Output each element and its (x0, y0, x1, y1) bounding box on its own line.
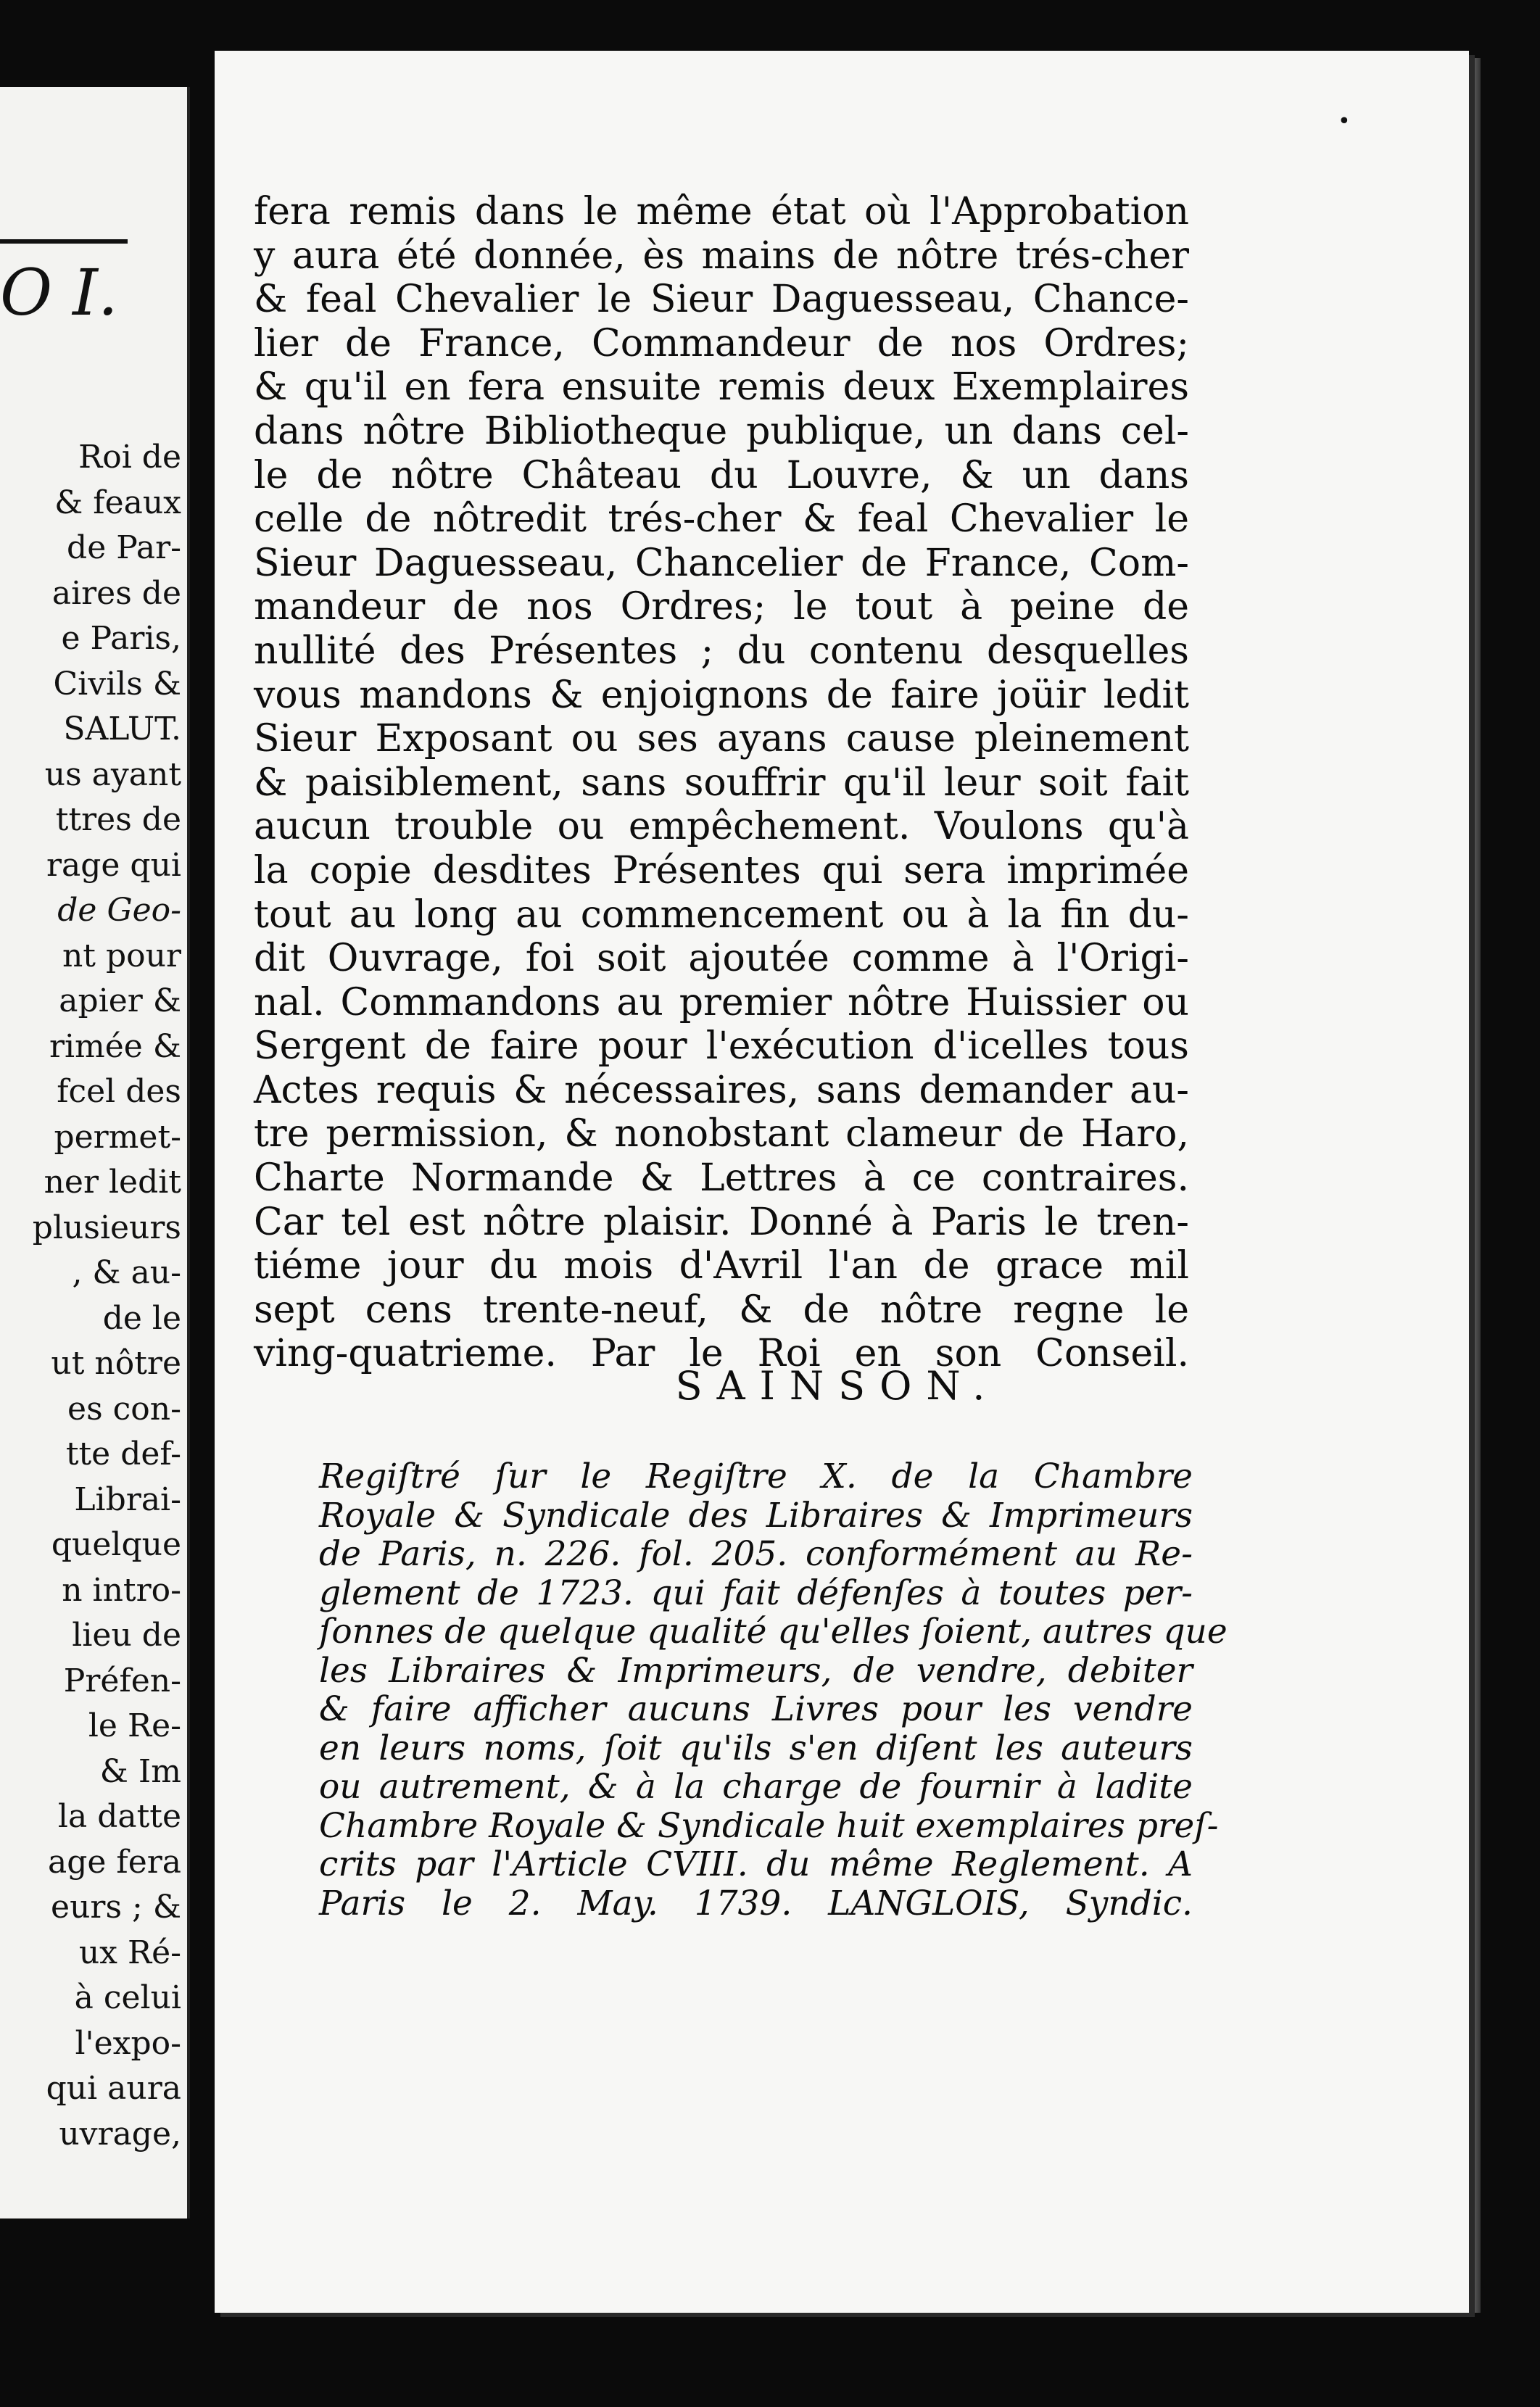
left-page-line: uvrage, (59, 2115, 181, 2153)
text-line: tout au long au commencement ou à la fin du- (254, 892, 1189, 937)
left-page-line: lieu de (72, 1617, 181, 1654)
left-page-line: apier & (59, 982, 181, 1019)
left-page-line: rage qui (46, 846, 181, 884)
text-line: & qu'il en fera ensuite remis deux Exemplaires (254, 365, 1189, 410)
registration-line: glement de 1723. qui fait défenſes à toutes per- (319, 1573, 1193, 1613)
left-page-line: permet- (54, 1118, 181, 1156)
text-line: tiéme jour du mois d'Avril l'an de grace mil (254, 1244, 1189, 1288)
text-line: vous mandons & enjoignons de faire joüir ledit (254, 673, 1189, 717)
left-page-line: de Geo- (57, 892, 181, 929)
left-page-line: nt pour (62, 937, 181, 974)
text-line: & feal Chevalier le Sieur Daguesseau, Chance- (254, 278, 1189, 322)
left-page-line: Civils & (53, 665, 181, 703)
text-line: Car tel est nôtre plaisir. Donné à Paris le tren- (254, 1200, 1189, 1244)
left-page-line: Roi de (78, 439, 181, 476)
left-page-line: Préfen- (63, 1662, 181, 1699)
text-line: Charte Normande & Lettres à ce contraires. (254, 1156, 1189, 1201)
left-page-line: la datte (57, 1798, 181, 1835)
text-line: Sergent de faire pour l'exécution d'icelles tous (254, 1024, 1189, 1069)
text-line: Sieur Daguesseau, Chancelier de France, Com- (254, 541, 1189, 585)
registration-line: crits par l'Article CVIII. du même Reglement. A (319, 1844, 1193, 1884)
left-page-line: de Par- (67, 529, 181, 566)
text-line: Sieur Exposant ou ses ayans cause pleinement (254, 717, 1189, 761)
left-page-line: ttres de (55, 801, 181, 838)
text-line: nal. Commandons au premier nôtre Huissier ou (254, 980, 1189, 1024)
text-line: dit Ouvrage, foi soit ajoutée comme à l'Origi- (254, 937, 1189, 981)
left-page-lines (0, 435, 181, 2157)
registration-line: ou autrement, & à la charge de fournir à ladite (319, 1767, 1193, 1807)
left-page (0, 87, 190, 2218)
text-line: Actes requis & nécessaires, sans demander au- (254, 1068, 1189, 1112)
left-page-line: n intro- (62, 1571, 181, 1609)
registration-line: & faire afficher aucuns Livres pour les vendre (319, 1689, 1193, 1729)
registration-line: les Libraires & Imprimeurs, de vendre, debiter (319, 1650, 1193, 1691)
left-page-line: & feaux (54, 484, 181, 521)
left-page-line: tte def- (65, 1436, 181, 1472)
privilege-text (254, 190, 1189, 1376)
left-page-line: quelque (51, 1526, 181, 1563)
registration-line: Regiſtré ſur le Regiſtre X. de la Chambre (319, 1457, 1193, 1496)
text-line: nullité des Présentes ; du contenu desquelles (254, 629, 1189, 673)
left-page-line: fcel des (57, 1073, 181, 1110)
left-page-line: age fera (47, 1843, 181, 1881)
left-page-line: l'expo- (75, 2024, 181, 2062)
left-page-line: ner ledit (44, 1164, 181, 1201)
text-line: dans nôtre Bibliotheque publique, un dans cel- (254, 409, 1189, 453)
left-page-line: qui aura (46, 2070, 181, 2107)
registration-text (319, 1457, 1228, 1923)
text-line: ving-quatrieme. Par le Roi en son Conseil. (254, 1332, 1189, 1376)
text-line: y aura été donnée, ès mains de nôtre trés-cher (254, 233, 1189, 278)
left-page-line: SALUT. (63, 710, 181, 747)
text-line: lier de France, Commandeur de nos Ordres; (254, 321, 1189, 365)
left-page-line: e Paris, (61, 620, 181, 657)
left-page-line: es con- (67, 1390, 181, 1428)
registration-line: de Paris, n. 226. fol. 205. conformément au Re- (319, 1534, 1193, 1574)
text-line: la copie desdites Présentes qui sera imprimée (254, 848, 1189, 892)
left-page-line: à celui (74, 1979, 181, 2016)
left-page-line: eurs ; & (51, 1889, 181, 1926)
text-line: sept cens trente-neuf, & de nôtre regne le (254, 1288, 1189, 1332)
text-line: fera remis dans le même état où l'Approbation (254, 190, 1189, 233)
text-line: mandeur de nos Ordres; le tout à peine de (254, 585, 1189, 629)
left-page-line: ut nôtre (51, 1345, 181, 1382)
corner-mark: • (1338, 109, 1351, 134)
left-page-rule (0, 239, 128, 244)
left-page-line: Librai- (74, 1480, 181, 1518)
left-page-line: rimée & (49, 1027, 181, 1065)
left-page-line: us ayant (44, 755, 181, 793)
left-page-line: , & au- (72, 1254, 181, 1291)
left-page-line: ux Ré- (78, 1934, 181, 1971)
left-page-line: le Re- (88, 1707, 181, 1744)
left-page-heading: O I. (0, 255, 118, 330)
registration-line: Paris le 2. May. 1739. LANGLOIS, Syndic. (319, 1883, 1193, 1923)
registration-line: Royale & Syndicale des Libraires & Imprimeurs (319, 1495, 1193, 1536)
registration-line: en leurs noms, ſoit qu'ils s'en diſent les auteurs (319, 1728, 1193, 1768)
text-line: le de nôtre Château du Louvre, & un dans (254, 453, 1189, 497)
left-page-line: de le (102, 1299, 181, 1337)
registration-line: Chambre Royale & Syndicale huit exemplaires preſ- (319, 1805, 1219, 1846)
text-line: aucun trouble ou empêchement. Voulons qu'à (254, 805, 1189, 849)
text-line: & paisiblement, sans souffrir qu'il leur soit fait (254, 761, 1189, 805)
text-line: tre permission, & nonobstant clameur de Haro, (254, 1112, 1189, 1156)
registration-line: ſonnes de quelque qualité qu'elles ſoient, autres que (319, 1612, 1228, 1652)
left-page-line: plusieurs (32, 1209, 181, 1246)
left-page-line: aires de (51, 574, 181, 612)
signature-sainson: SAINSON. (675, 1363, 1000, 1409)
left-page-line: & Im (99, 1752, 181, 1790)
text-line: celle de nôtredit trés-cher & feal Chevalier le (254, 497, 1189, 542)
